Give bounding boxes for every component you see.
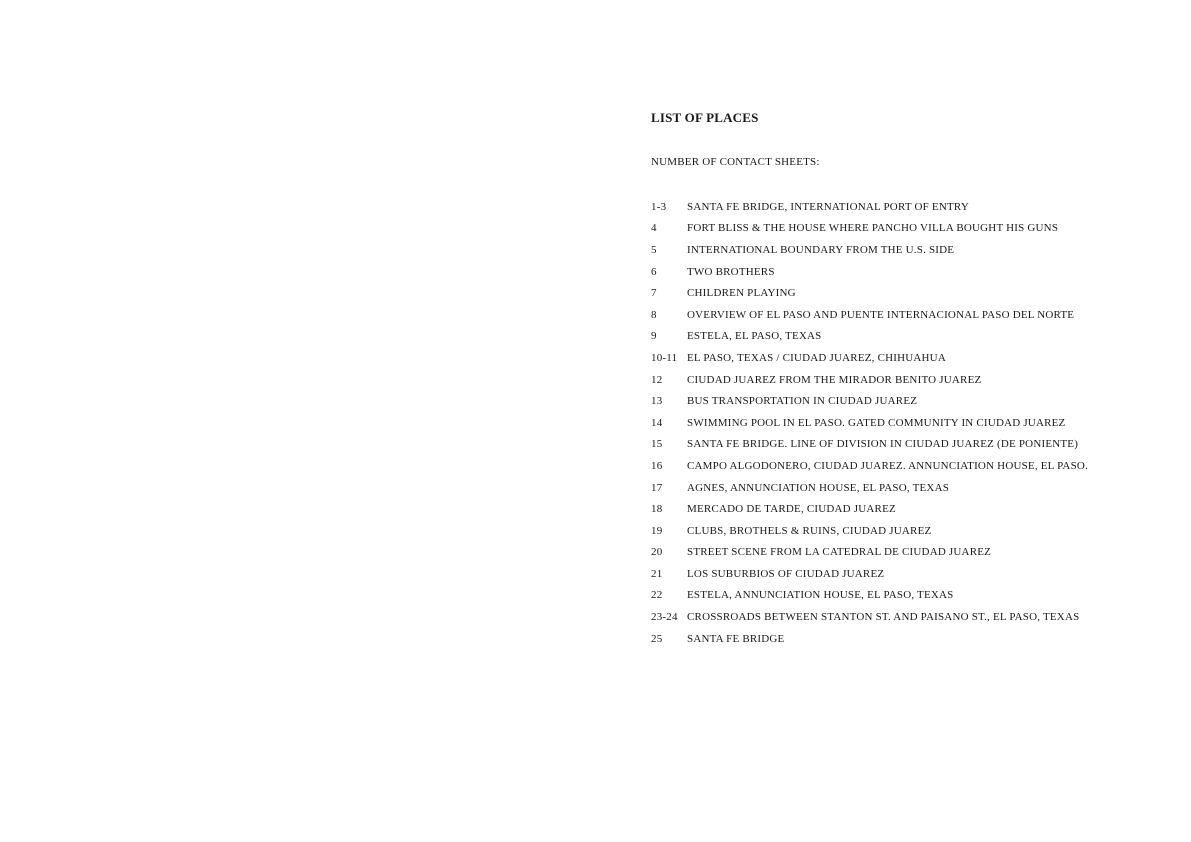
list-item	[651, 585, 1171, 607]
place-name: CIUDAD JUAREZ FROM THE MIRADOR BENITO JUAREZ	[687, 373, 982, 386]
contact-sheet-number: 13	[651, 395, 663, 408]
place-name: SANTA FE BRIDGE. LINE OF DIVISION IN CIUDAD JUAREZ (DE PONIENTE)	[687, 438, 1079, 451]
contact-sheet-number: 1-3	[651, 200, 667, 213]
list-item	[651, 347, 1171, 369]
place-name: TWO BROTHERS	[687, 265, 775, 278]
place-name: EL PASO, TEXAS / CIUDAD JUAREZ, CHIHUAHUA	[687, 351, 946, 364]
list-item	[651, 239, 1171, 261]
page-title: LIST OF PLACES	[651, 110, 759, 125]
list-item	[651, 542, 1171, 564]
contact-sheet-number: 20	[651, 546, 663, 559]
list-item	[651, 304, 1171, 326]
contact-sheet-number: 16	[651, 459, 663, 472]
list-item	[651, 412, 1171, 434]
contact-sheets-heading: NUMBER OF CONTACT SHEETS:	[651, 156, 820, 168]
contact-sheet-number: 6	[651, 265, 657, 278]
list-item	[651, 326, 1171, 348]
place-name: LOS SUBURBIOS OF CIUDAD JUAREZ	[687, 567, 885, 580]
contact-sheet-number: 14	[651, 416, 663, 429]
list-item	[651, 520, 1171, 542]
place-name: INTERNATIONAL BOUNDARY FROM THE U.S. SIDE	[687, 243, 955, 256]
contact-sheet-number: 9	[651, 330, 657, 343]
places-list	[651, 196, 1171, 649]
contact-sheet-number: 22	[651, 589, 663, 602]
list-item	[651, 498, 1171, 520]
contact-sheet-number: 12	[651, 373, 663, 386]
contact-sheet-number: 17	[651, 481, 663, 494]
list-item	[651, 390, 1171, 412]
place-name: CHILDREN PLAYING	[687, 287, 796, 300]
list-item	[651, 477, 1171, 499]
contact-sheet-number: 4	[651, 222, 657, 235]
place-name: FORT BLISS & THE HOUSE WHERE PANCHO VILLA BOUGHT HIS GUNS	[687, 222, 1059, 235]
place-name: ESTELA, EL PASO, TEXAS	[687, 330, 822, 343]
list-item	[651, 455, 1171, 477]
place-name: SWIMMING POOL IN EL PASO. GATED COMMUNITY IN CIUDAD JUAREZ	[687, 416, 1066, 429]
place-name: AGNES, ANNUNCIATION HOUSE, EL PASO, TEXAS	[687, 481, 950, 494]
contact-sheet-number: 21	[651, 567, 663, 580]
place-name: CLUBS, BROTHELS & RUINS, CIUDAD JUAREZ	[687, 524, 932, 537]
list-item	[651, 282, 1171, 304]
contact-sheet-number: 5	[651, 243, 657, 256]
place-name: STREET SCENE FROM LA CATEDRAL DE CIUDAD JUAREZ	[687, 546, 992, 559]
place-name: CAMPO ALGODONERO, CIUDAD JUAREZ. ANNUNCIATION HOUSE, EL PASO.	[687, 459, 1088, 472]
list-item	[651, 369, 1171, 391]
place-name: SANTA FE BRIDGE, INTERNATIONAL PORT OF ENTRY	[687, 200, 969, 213]
contact-sheet-number: 19	[651, 524, 663, 537]
contact-sheet-number: 25	[651, 632, 663, 645]
contact-sheet-number: 15	[651, 438, 663, 451]
list-item	[651, 434, 1171, 456]
contact-sheet-number: 23-24	[651, 611, 678, 624]
list-item	[651, 261, 1171, 283]
place-name: ESTELA, ANNUNCIATION HOUSE, EL PASO, TEXAS	[687, 589, 954, 602]
contact-sheet-number: 18	[651, 503, 663, 516]
contact-sheet-number: 8	[651, 308, 657, 321]
right-page	[651, 108, 1171, 645]
place-name: BUS TRANSPORTATION IN CIUDAD JUAREZ	[687, 395, 918, 408]
contact-sheet-number: 10-11	[651, 351, 678, 364]
contact-sheet-number: 7	[651, 287, 657, 300]
list-item	[651, 628, 1171, 650]
place-name: SANTA FE BRIDGE	[687, 632, 785, 645]
list-item	[651, 563, 1171, 585]
place-name: OVERVIEW OF EL PASO AND PUENTE INTERNACIONAL PASO DEL NORTE	[687, 308, 1075, 321]
list-item	[651, 196, 1171, 218]
place-name: CROSSROADS BETWEEN STANTON ST. AND PAISANO ST., EL PASO, TEXAS	[687, 611, 1080, 624]
list-item	[651, 218, 1171, 240]
list-item	[651, 606, 1171, 628]
place-name: MERCADO DE TARDE, CIUDAD JUAREZ	[687, 503, 896, 516]
